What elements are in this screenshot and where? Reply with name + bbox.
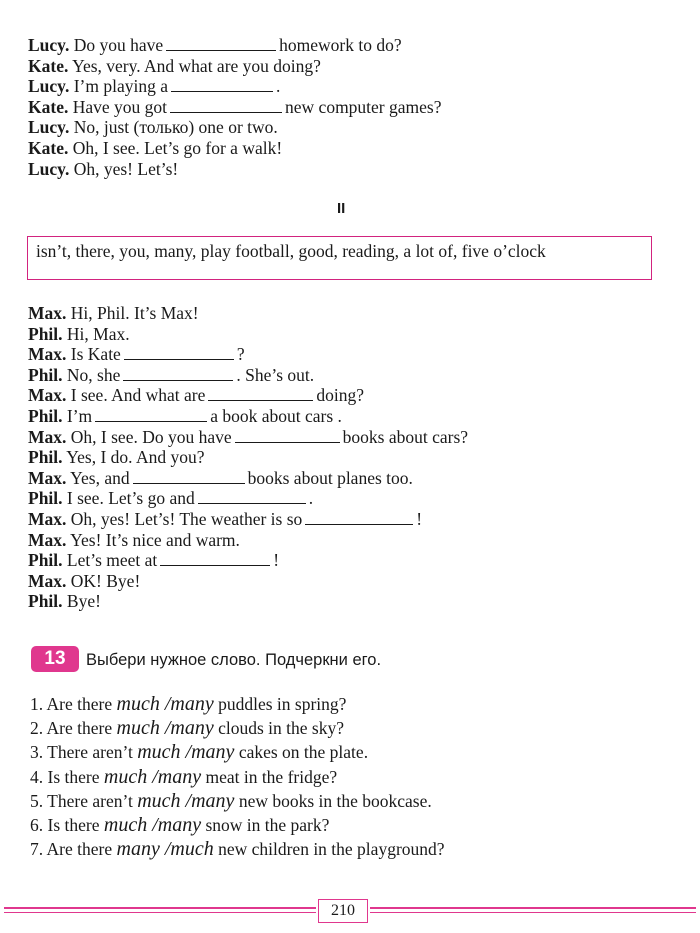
line-text-after: books about cars?: [342, 426, 469, 447]
line-text: Is Kate: [66, 344, 121, 365]
exercise-item: [30, 692, 445, 716]
footer-rule-left: [4, 907, 316, 909]
dialog-line: [28, 591, 468, 612]
dialog-line: [28, 447, 468, 468]
line-text: No, just (только) one or two.: [69, 117, 278, 138]
answer-blank: [95, 407, 207, 422]
line-text: Have you got: [68, 96, 168, 117]
exercise-item: [30, 789, 445, 813]
dialog-line: [28, 324, 468, 345]
speaker: Lucy.: [28, 35, 70, 55]
dialog-line: [28, 530, 468, 551]
word-choice[interactable]: much /many: [137, 741, 235, 764]
line-text-after: homework to do?: [279, 35, 402, 55]
answer-blank: [160, 551, 270, 566]
exercise-number-badge: 13: [31, 646, 79, 672]
speaker: Lucy.: [28, 117, 70, 138]
dialog-line: [28, 385, 468, 406]
speaker: Max.: [28, 344, 67, 365]
line-text: I’m: [62, 405, 93, 426]
word-bank-box: isn’t, there, you, many, play football, good, reading, a lot of, five o’clock: [27, 236, 652, 280]
speaker: Max.: [28, 508, 67, 529]
answer-blank: [171, 77, 273, 92]
item-suffix: puddles in spring?: [218, 694, 347, 714]
line-text-after: doing?: [316, 385, 365, 406]
speaker: Kate.: [28, 96, 69, 117]
line-text-after: .: [308, 488, 314, 509]
page-footer: [0, 898, 700, 928]
line-text: Hi, Max.: [62, 323, 130, 344]
answer-blank: [124, 345, 234, 360]
speaker: Max.: [28, 529, 67, 550]
line-text: Oh, I see. Do you have: [66, 426, 232, 447]
line-text-after: a book about cars .: [210, 405, 342, 426]
word-choice[interactable]: much /many: [103, 765, 202, 788]
line-text: I’m playing a: [69, 76, 168, 97]
line-text: I see. And what are: [66, 385, 206, 406]
footer-rule-right-thin: [370, 912, 696, 913]
answer-blank: [305, 510, 413, 525]
exercise-item: [30, 716, 445, 740]
item-suffix: snow in the park?: [205, 815, 330, 836]
speaker: Kate.: [28, 55, 69, 76]
section-number: II: [337, 200, 346, 217]
exercise-item: [30, 837, 445, 861]
dialog-line: [28, 97, 441, 118]
line-text-after: .: [276, 76, 281, 97]
line-text: Yes, I do. And you?: [62, 447, 205, 468]
footer-rule-left-thin: [4, 912, 316, 913]
line-text: Do you have: [69, 35, 164, 55]
speaker: Lucy.: [28, 76, 70, 97]
dialog-lucy-kate: [28, 35, 441, 179]
line-text: I see. Let’s go and: [62, 488, 195, 509]
line-text-after: . She’s out.: [236, 364, 315, 385]
page-number: 210: [318, 899, 368, 923]
speaker: Phil.: [28, 364, 63, 385]
word-choice[interactable]: much /many: [103, 814, 202, 837]
line-text-after: ?: [236, 344, 245, 365]
answer-blank: [198, 489, 306, 504]
footer-rule-right: [370, 907, 696, 909]
item-suffix: new books in the bookcase.: [238, 790, 432, 811]
dialog-max-phil: [28, 303, 468, 612]
dialog-line: [28, 365, 468, 386]
line-text: No, she: [62, 364, 121, 385]
answer-blank: [170, 98, 282, 113]
speaker: Max.: [28, 303, 67, 323]
speaker: Lucy.: [28, 158, 70, 179]
item-suffix: cakes on the plate.: [238, 742, 369, 763]
word-choice[interactable]: much /many: [137, 789, 235, 812]
dialog-line: [28, 509, 468, 530]
item-prefix: 7. Are there: [30, 839, 113, 860]
exercise-item: [30, 813, 445, 837]
line-text: Yes! It’s nice and warm.: [66, 529, 240, 550]
line-text: Oh, I see. Let’s go for a walk!: [68, 137, 283, 158]
speaker: Max.: [28, 426, 67, 447]
speaker: Phil.: [28, 323, 63, 344]
word-choice[interactable]: many /much: [116, 838, 214, 861]
exercise-instruction: Выбери нужное слово. Подчеркни его.: [86, 651, 382, 669]
item-prefix: 1. Are there: [30, 694, 113, 714]
dialog-line: [28, 56, 441, 77]
dialog-line: [28, 406, 468, 427]
line-text: Bye!: [62, 591, 101, 612]
exercise-item: [30, 740, 445, 764]
line-text-after: books about planes too.: [247, 467, 413, 488]
dialog-line: [28, 468, 468, 489]
speaker: Max.: [28, 467, 67, 488]
line-text: Let’s meet at: [62, 550, 158, 571]
dialog-line: [28, 159, 441, 180]
line-text-after: !: [273, 550, 280, 571]
item-suffix: new children in the playground?: [218, 839, 445, 860]
item-suffix: clouds in the sky?: [218, 718, 344, 739]
item-prefix: 3. There aren’t: [30, 742, 133, 763]
line-text: Yes, very. And what are you doing?: [68, 55, 321, 76]
answer-blank: [235, 428, 340, 443]
dialog-line: [28, 35, 441, 56]
line-text: OK! Bye!: [66, 570, 141, 591]
item-prefix: 5. There aren’t: [30, 790, 133, 811]
answer-blank: [208, 386, 313, 401]
line-text: Oh, yes! Let’s!: [69, 158, 179, 179]
speaker: Phil.: [28, 488, 63, 509]
speaker: Max.: [28, 570, 67, 591]
answer-blank: [166, 36, 276, 51]
dialog-line: [28, 571, 468, 592]
item-prefix: 6. Is there: [30, 815, 100, 836]
speaker: Phil.: [28, 550, 63, 571]
dialog-line: [28, 550, 468, 571]
speaker: Phil.: [28, 591, 63, 612]
line-text: Yes, and: [66, 467, 130, 488]
exercise-item: [30, 765, 445, 789]
answer-blank: [123, 366, 233, 381]
item-suffix: meat in the fridge?: [205, 766, 338, 787]
exercise-items: [30, 692, 445, 861]
line-text-after: new computer games?: [285, 96, 442, 117]
answer-blank: [133, 469, 245, 484]
item-prefix: 4. Is there: [30, 766, 100, 787]
speaker: Phil.: [28, 447, 63, 468]
dialog-line: [28, 344, 468, 365]
dialog-line: [28, 303, 468, 324]
speaker: Phil.: [28, 405, 63, 426]
item-prefix: 2. Are there: [30, 718, 113, 739]
dialog-line: [28, 488, 468, 509]
line-text-after: !: [416, 508, 423, 529]
speaker: Max.: [28, 385, 67, 406]
line-text: Oh, yes! Let’s! The weather is so: [66, 508, 303, 529]
word-choice[interactable]: much /many: [116, 693, 214, 715]
speaker: Kate.: [28, 137, 69, 158]
dialog-line: [28, 427, 468, 448]
word-choice[interactable]: much /many: [116, 717, 214, 740]
dialog-line: [28, 117, 441, 138]
dialog-line: [28, 138, 441, 159]
line-text: Hi, Phil. It’s Max!: [66, 303, 199, 323]
dialog-line: [28, 76, 441, 97]
